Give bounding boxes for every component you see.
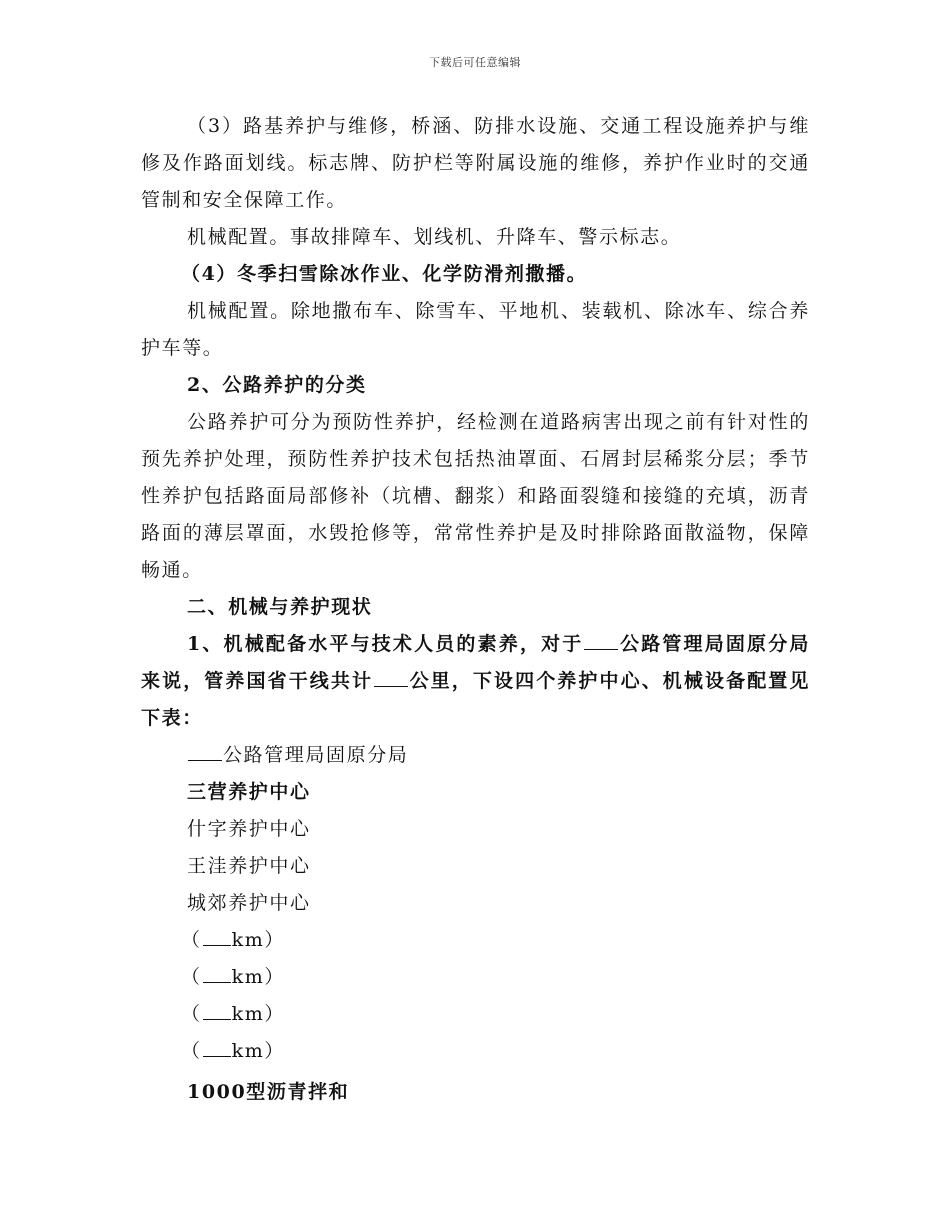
blank-km-2 [203,963,231,983]
center-sanying: 三营养护中心 [187,781,311,803]
paragraph-mech-config-4: 机械配置。除地撒布车、除雪车、平地机、装载机、除冰车、综合养护车等。 [141,300,810,359]
section-heading-classification: 2、公路养护的分类 [187,374,367,396]
blank-bureau-name [584,630,618,650]
km-open: （ [181,1040,202,1062]
blank-km-3 [203,1000,231,1020]
page-header: 下载后可任意编辑 [429,56,521,69]
km-close: km） [231,929,285,951]
km-line-2 [141,959,810,996]
intro-text-b: 公路管理局固原分局来说，管养国省干线共计 [141,633,811,692]
blank-km-total [374,667,408,687]
km-open: （ [181,1003,202,1025]
km-line-1 [141,922,810,959]
km-line-3 [141,996,810,1033]
table-title: 公路管理局固原分局 [223,744,409,766]
km-open: （ [181,929,202,951]
equipment-asphalt-mixer: 1000型沥青拌和 [187,1081,350,1103]
paragraph-item-4: （4）冬季扫雪除冰作业、化学防滑剂撒播。 [181,263,588,285]
intro-text-a: 1、机械配备水平与技术人员的素养，对于 [187,633,584,655]
center-shizi: 什字养护中心 [187,818,311,840]
paragraph-item-3: （3）路基养护与维修，桥涵、防排水设施、交通工程设施养护与维修及作路面划线。标志牌、防护栏等附属设施的维修，养护作业时的交通管制和安全保障工作。 [141,115,810,211]
km-close: km） [231,966,285,988]
km-open: （ [181,966,202,988]
blank-km-4 [203,1037,231,1057]
center-chengjiao: 城郊养护中心 [187,892,311,914]
km-close: km） [231,1040,285,1062]
blank-km-1 [203,926,231,946]
chapter-heading-status: 二、机械与养护现状 [187,596,373,618]
intro-text-c: 公里，下设四个养护中心、机械设备配置见下表： [141,670,811,729]
center-wangwa: 王洼养护中心 [187,855,311,877]
km-close: km） [231,1003,285,1025]
km-line-4 [141,1033,810,1070]
document-body [141,108,810,1111]
blank-table-bureau [188,741,222,761]
paragraph-intro [141,626,810,737]
paragraph-mech-config-3: 机械配置。事故排障车、划线机、升降车、警示标志。 [187,226,682,248]
paragraph-classification: 公路养护可分为预防性养护，经检测在道路病害出现之前有针对性的预先养护处理，预防性养护技术包括热油罩面、石屑封层稀浆分层；季节性养护包括路面局部修补（坑槽、翻浆）和路面裂缝和接缝的充填，沥青路面的薄层罩面，水毁抢修等，常常性养护是及时排除路面散溢物，保障畅通。 [141,411,810,581]
table-title-line [141,737,810,774]
